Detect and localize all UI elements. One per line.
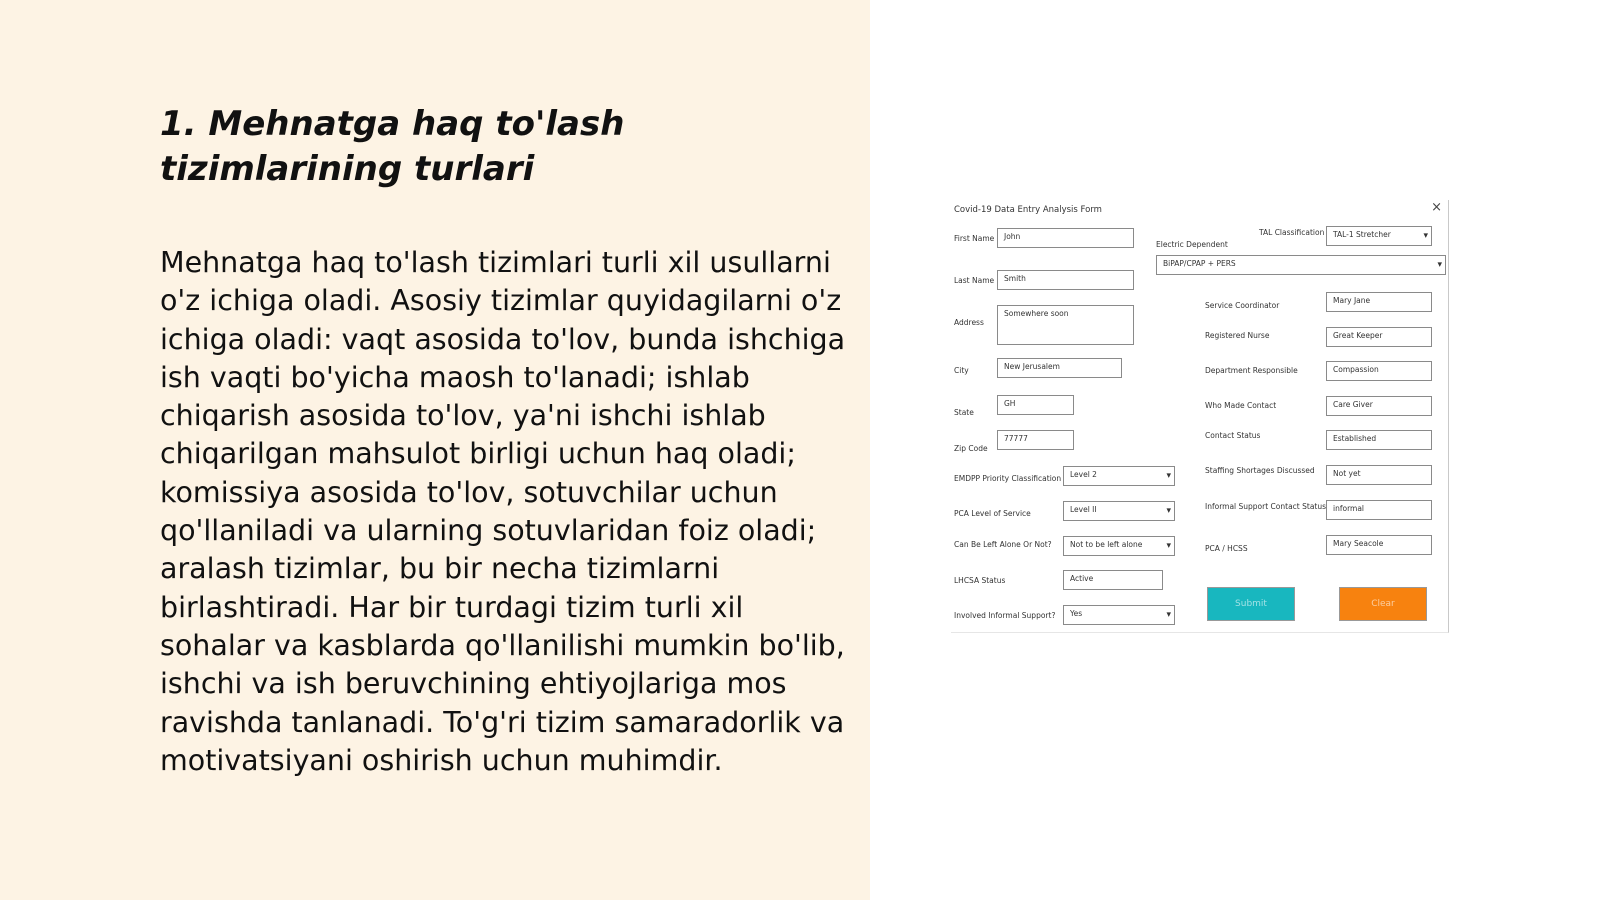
emdpp-label: EMDPP Priority Classification xyxy=(954,474,1062,483)
electric-dependent-dropdown[interactable]: BiPAP/CPAP + PERS ▾ xyxy=(1156,255,1446,275)
city-field[interactable]: New Jerusalem xyxy=(997,358,1122,378)
last-name-field[interactable]: Smith xyxy=(997,270,1134,290)
left-alone-label: Can Be Left Alone Or Not? xyxy=(954,540,1052,549)
close-icon[interactable]: × xyxy=(1431,200,1442,215)
state-field[interactable]: GH xyxy=(997,395,1074,415)
zip-code-field[interactable]: 77777 xyxy=(997,430,1074,450)
tal-label: TAL Classification xyxy=(1259,228,1325,237)
city-label: City xyxy=(954,366,969,375)
informal-contact-status-field[interactable]: informal xyxy=(1326,500,1432,520)
clear-button[interactable]: Clear xyxy=(1339,587,1427,621)
lhcsa-label: LHCSA Status xyxy=(954,576,1006,585)
pca-hcss-label: PCA / HCSS xyxy=(1205,544,1248,553)
service-coordinator-label: Service Coordinator xyxy=(1205,301,1280,310)
submit-button[interactable]: Submit xyxy=(1207,587,1295,621)
contact-status-field[interactable]: Established xyxy=(1326,430,1432,450)
slide-title: 1. Mehnatga haq to'lash tizimlarining turlari xyxy=(160,104,625,189)
department-label: Department Responsible xyxy=(1205,366,1298,375)
registered-nurse-label: Registered Nurse xyxy=(1205,331,1270,340)
form-screenshot xyxy=(951,200,1449,633)
address-field[interactable]: Somewhere soon xyxy=(997,305,1134,345)
slide-body: Mehnatga haq to'lash tizimlari turli xil usullarni o'z ichiga oladi. Asosiy tizimlar quyidagilarni o'z ichiga oladi: vaqt asosida to'lov, bunda ishchiga ish vaqti bo'yicha maosh to'lanadi; ishlab chiqarish asosida to'lov, ya'ni ishchi ishlab chiqarilgan mahsulot birligi uchun haq oladi; komissiya asosida to'lov, sotuvchilar uchun qo'llaniladi va ularning sotuvlaridan foiz oladi; aralash tizimlar, bu bir necha tizimlarni birlashtiradi. Har bir turdagi tizim turli xil sohalar va kasblarda qo'llanilishi mumkin bo'lib, ishchi va ish beruvchining ehtiyojlariga mos ravishda tanlanadi. To'g'ri tizim samaradorlik va motivatsiyani oshirish uchun muhimdir. xyxy=(160,246,846,777)
tal-dropdown[interactable]: TAL-1 Stretcher ▾ xyxy=(1326,226,1432,246)
address-label: Address xyxy=(954,318,984,327)
who-made-contact-label: Who Made Contact xyxy=(1205,401,1277,410)
pca-hcss-field[interactable]: Mary Seacole xyxy=(1326,535,1432,555)
left-alone-dropdown[interactable]: Not to be left alone ▾ xyxy=(1063,536,1175,556)
contact-status-label: Contact Status xyxy=(1205,431,1261,440)
zip-code-label: Zip Code xyxy=(954,444,988,453)
form-window-title: Covid-19 Data Entry Analysis Form xyxy=(954,205,1102,215)
department-field[interactable]: Compassion xyxy=(1326,361,1432,381)
staffing-shortages-label: Staffing Shortages Discussed xyxy=(1205,466,1315,475)
pca-level-dropdown[interactable]: Level II ▾ xyxy=(1063,501,1175,521)
emdpp-dropdown[interactable]: Level 2 ▾ xyxy=(1063,466,1175,486)
last-name-label: Last Name xyxy=(954,276,995,285)
informal-contact-status-label: Informal Support Contact Status xyxy=(1205,502,1327,511)
electric-dependent-label: Electric Dependent xyxy=(1156,240,1228,249)
first-name-label: First Name xyxy=(954,234,995,243)
informal-support-dropdown[interactable]: Yes ▾ xyxy=(1063,605,1175,625)
lhcsa-field[interactable]: Active xyxy=(1063,570,1163,590)
pca-level-label: PCA Level of Service xyxy=(954,509,1031,518)
service-coordinator-field[interactable]: Mary Jane xyxy=(1326,292,1432,312)
staffing-shortages-field[interactable]: Not yet xyxy=(1326,465,1432,485)
informal-support-label: Involved Informal Support? xyxy=(954,611,1056,620)
state-label: State xyxy=(954,408,974,417)
registered-nurse-field[interactable]: Great Keeper xyxy=(1326,327,1432,347)
who-made-contact-field[interactable]: Care Giver xyxy=(1326,396,1432,416)
first-name-field[interactable]: John xyxy=(997,228,1134,248)
